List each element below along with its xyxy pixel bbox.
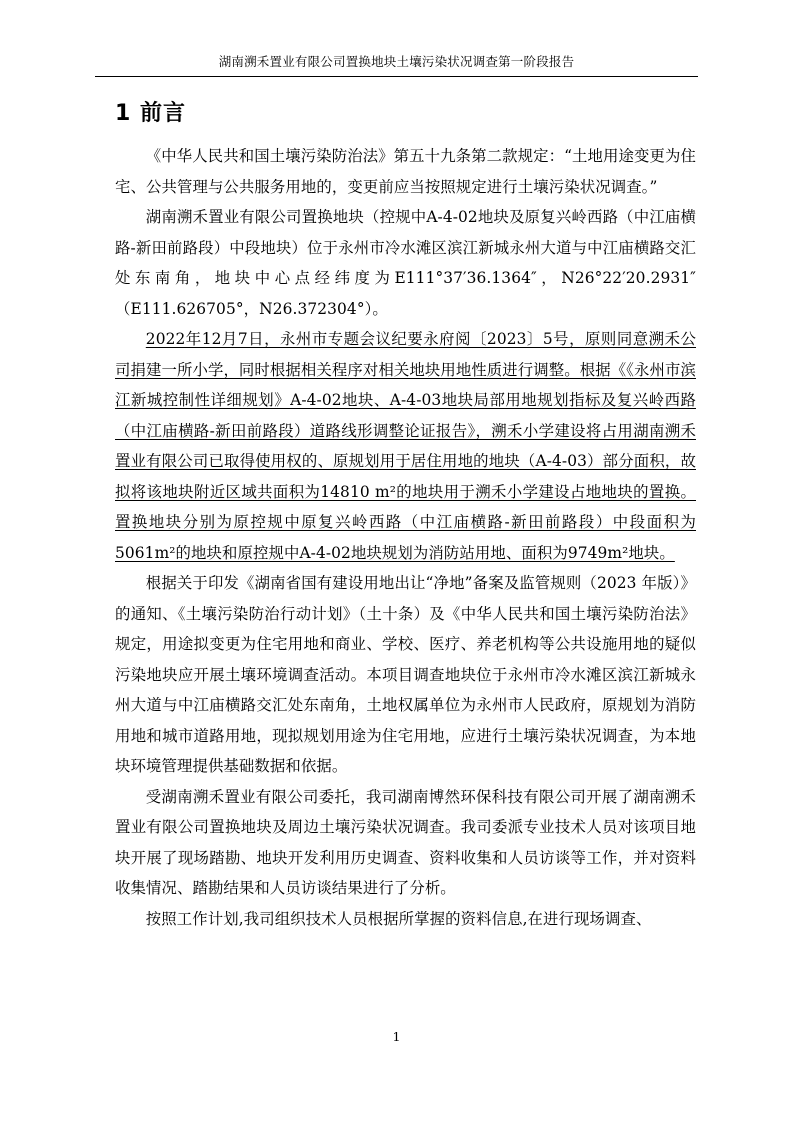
paragraph-5: 受湖南溯禾置业有限公司委托，我司湖南博然环保科技有限公司开展了湖南溯禾置业有限公司置换地块及周边土壤污染状况调查。我司委派专业技术人员对该项目地块开展了现场踏勘、地块开发利用历史调查、资料收集和人员访谈等工作，并对资料收集情况、踏勘结果和人员访谈结果进行了分析。 xyxy=(115,787,696,897)
paragraph-4: 根据关于印发《湖南省国有建设用地出让“净地”备案及监管规则（2023 年版）》的通知、《土壤污染防治行动计划》（土十条）及《中华人民共和国土壤污染防治法》规定，用途拟变更为住宅用地和商业、学校、医疗、养老机构等公共设施用地的疑似污染地块应开展土壤环境调查活动。本项目调查地块位于永州市冷水滩区滨江新城永州大道与中江庙横路交汇处东南角，土地权属单位为永州市人民政府，原规划为消防用地和城市道路用地，现拟规划用途为住宅用地，应进行土壤污染状况调查，为本地块环境管理提供基础数据和依据。 xyxy=(115,574,696,775)
header-divider xyxy=(95,76,698,77)
page-header: 湖南溯禾置业有限公司置换地块土壤污染状况调查第一阶段报告 xyxy=(218,54,575,69)
paragraph-1: 《中华人民共和国土壤污染防治法》第五十九条第二款规定：“土地用途变更为住宅、公共管理与公共服务用地的，变更前应当按照规定进行土壤污染状况调查。” xyxy=(115,147,696,196)
paragraph-6: 按照工作计划,我司组织技术人员根据所掌握的资料信息,在进行现场调查、 xyxy=(145,909,652,928)
paragraph-3-underlined: 2022年12月7日，永州市专题会议纪要永府阅〔2023〕5号，原则同意溯禾公司捐建一所小学，同时根据相关程序对相关地块用地性质进行调整。根据《《永州市滨江新城控制性详细规划》A-4-02地块、A-4-03地块局部用地规划指标及复兴岭西路（中江庙横路-新田前路段）道路线形调整论证报告》，溯禾小学建设将占用湖南溯禾置业有限公司已取得使用权的、原规划用于居住用地的地块（A-4-03）部分面积，故拟将该地块附近区域共面积为14810 m²的地块用于溯禾小学建设占地地块的置换。置换地块分别为原控规中原复兴岭西路（中江庙横路-新田前路段）中段面积为5061m²的地块和原控规中A-4-02地块规划为消防站用地、面积为9749m²地块。 xyxy=(115,330,696,562)
paragraph-2: 湖南溯禾置业有限公司置换地块（控规中A-4-02地块及原复兴岭西路（中江庙横路-新田前路段）中段地块）位于永州市冷水滩区滨江新城永州大道与中江庙横路交汇处东南角，地块中心点经纬度为E111°37′36.1364″，N26°22′20.2931″（E111.626705°，N26.372304°）。 xyxy=(115,208,696,318)
page-title: 1 前言 xyxy=(115,101,186,126)
page-number: 1 xyxy=(392,1029,401,1044)
document-body xyxy=(115,96,696,934)
